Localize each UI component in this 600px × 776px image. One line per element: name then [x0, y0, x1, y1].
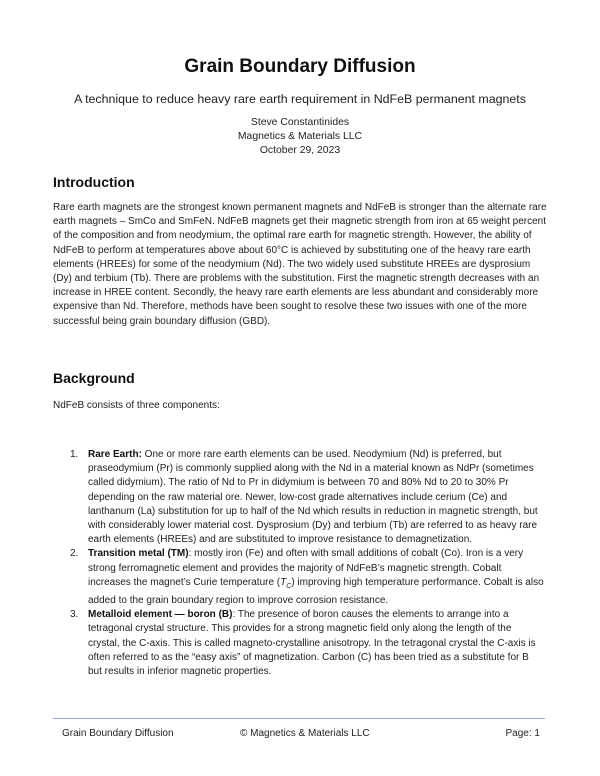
- footer-page-number: Page: 1: [505, 728, 540, 739]
- list-item-number: 3.: [70, 609, 79, 621]
- list-item: [53, 547, 545, 608]
- curie-temperature-symbol: $T_C$: [280, 576, 292, 590]
- footer-divider: [53, 718, 545, 719]
- list-item-term: Transition metal (TM): [88, 548, 189, 560]
- document-title: Grain Boundary Diffusion: [184, 56, 416, 77]
- document-subtitle: A technique to reduce heavy rare earth requirement in NdFeB permanent magnets: [74, 92, 526, 106]
- footer-title: Grain Boundary Diffusion: [62, 728, 174, 739]
- author-name: Steve Constantinides: [250, 117, 350, 128]
- list-item-number: 2.: [70, 548, 79, 560]
- introduction-heading: Introduction: [53, 174, 135, 190]
- list-item-text: : The presence of boron causes the elements to arrange into a tetragonal crystal structure. This provides for a strong magnetic field only along the length of the crystal, the C-axis. This is called magneto-crystalline anisotropy. In the tetragonal crystal the C-axis is often referred to as the “easy axis” of magnetization. Carbon (C) has been tried as a substitute for B but results in inferior magnetic properties.: [88, 609, 536, 678]
- list-item-text-continued: ) improving high temperature performance. Cobalt is also added to the grain boundary region to improve corrosion resistance.: [88, 576, 544, 607]
- list-item-term: Rare Earth:: [88, 449, 142, 460]
- document-meta: [0, 116, 600, 158]
- list-item-text: One or more rare earth elements can be used. Neodymium (Nd) is preferred, but praseodymium (Pr) is commonly supplied along with the Nd in a material known as NdPr (sometimes called didymium). The ratio of Nd to Pr in didymium is between 70 and 80% Nd to 20 to 30% Pr depending on the raw material ore. Newer, low-cost grade alternatives include cerium (Ce) and lanthanum (La) substitution for up to half of the Nd which results in reduction in magnetic strength, but with considerably lower material cost. Dysprosium (Dy) and terbium (Tb) are referred to as heavy rare earth elements (HREEs) and are substituted to improve resistance to demagnetization.: [88, 449, 538, 546]
- introduction-paragraph: Rare earth magnets are the strongest known permanent magnets and NdFeB is stronger than the alternate rare earth magnets – SmCo and SmFeN. NdFeB magnets get their magnetic strength from iron at 65 weight percent of the composition and from neodymium, the optimal rare earth for magnetic strength. However, the ability of NdFeB to perform at temperatures above about 60°C is achieved by substituting one of the heavy rare earth elements (HREEs) for some of the neodymium (Nd). The two widely used substitute HREEs are dysprosium (Dy) and terbium (Tb). There are problems with the substitution. First the magnetic strength decreases with an increase in HREE content. Secondly, the heavy rare earth elements are less abundant and considerably more expensive than Nd. Therefore, methods have been sought to resolve these two issues with one of the more successful being grain boundary diffusion (GBD).: [53, 202, 547, 327]
- document-date: October 29, 2023: [259, 145, 341, 156]
- list-item-number: 1.: [70, 449, 79, 460]
- background-intro: NdFeB consists of three components:: [53, 400, 220, 411]
- list-item-term: Metalloid element — boron (B): [88, 609, 233, 621]
- list-item: [53, 448, 545, 547]
- organization-name: Magnetics & Materials LLC: [237, 131, 363, 142]
- list-item: [53, 608, 545, 679]
- components-list: [53, 448, 545, 679]
- list-item-text: : mostly iron (Fe) and often with small additions of cobalt (Co). Iron is a very strong ferromagnetic element and provides the majority of NdFeB’s magnetic strength. Cobalt increases the magnet’s Curie temperature (: [88, 548, 524, 588]
- footer-copyright: © Magnetics & Materials LLC: [240, 728, 370, 739]
- background-heading: Background: [53, 370, 135, 386]
